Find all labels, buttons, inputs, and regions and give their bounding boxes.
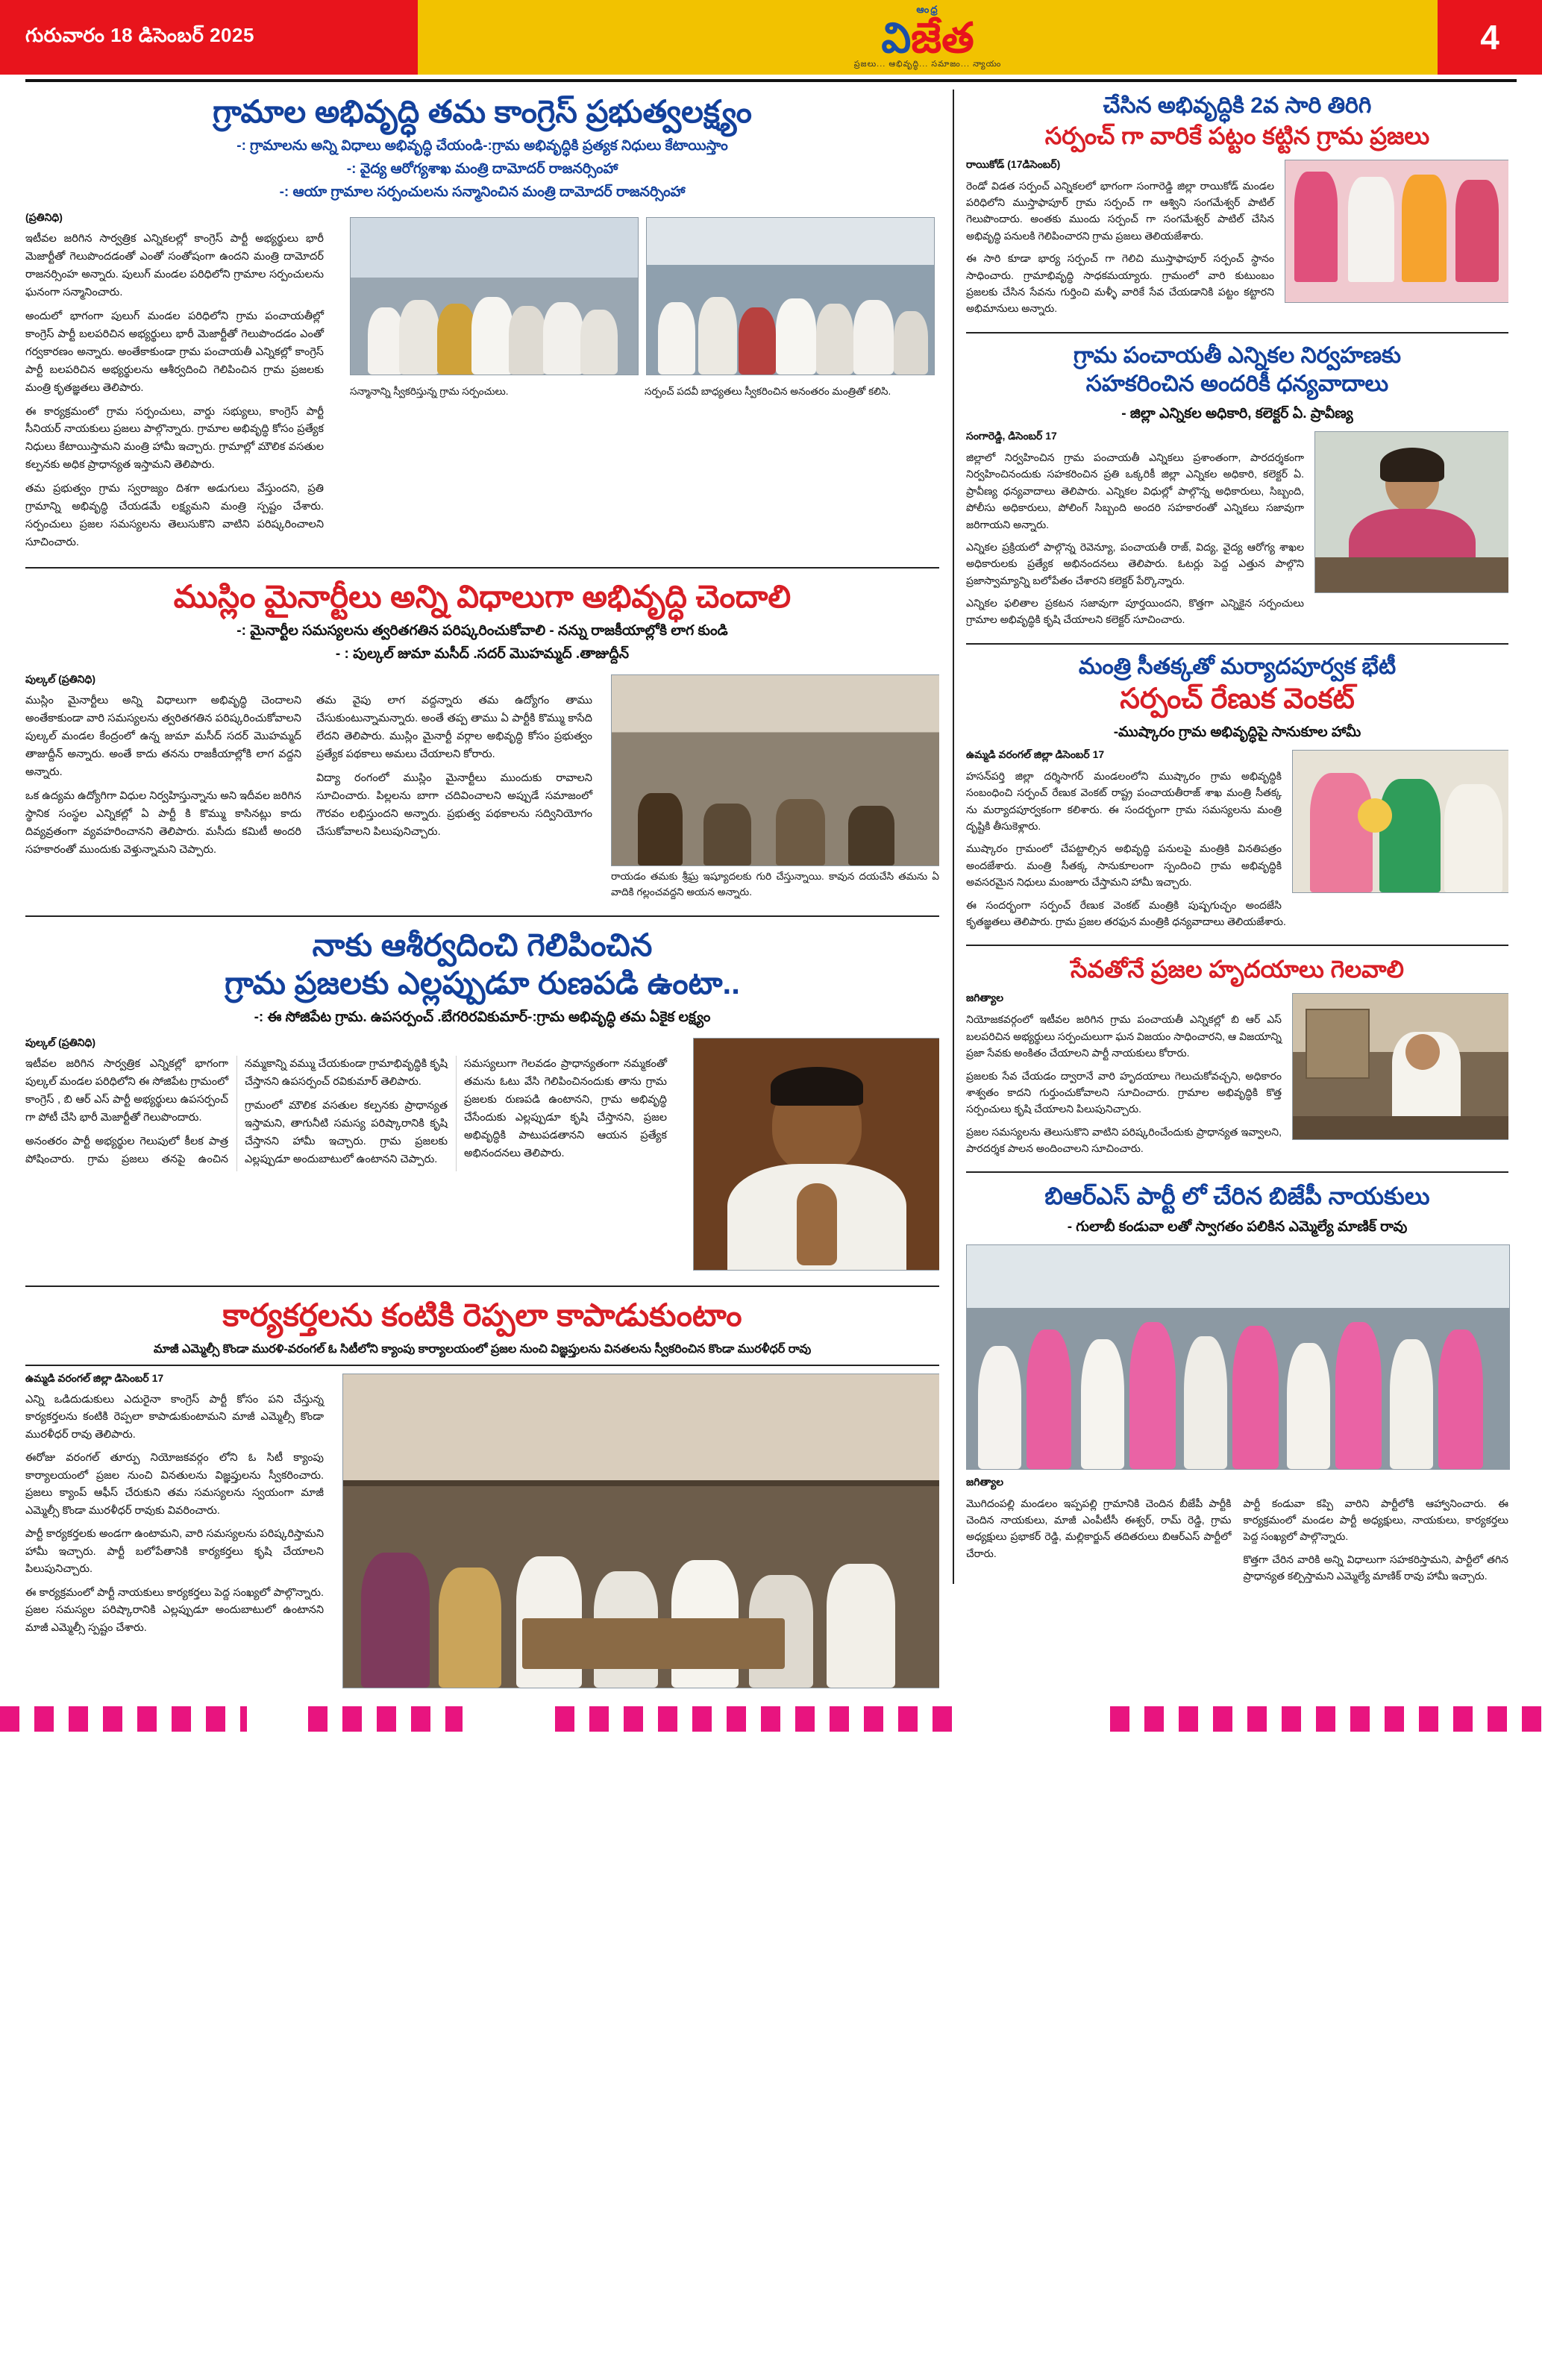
article-subhead: -: ఈ సోజిపేట గ్రామ. ఉపసర్పంచ్ .బేగరిరవికుమార్-:గ్రామ అభివృద్ధి తమ ఏకైక లక్ష్యం: [254, 1009, 711, 1026]
section-divider: [25, 567, 939, 569]
article-paragraph: గ్రామంలో మౌలిక వసతుల కల్పనకు ప్రాధాన్యత ఇస్తామని, తాగునీటి సమస్య పరిష్కారానికి కృషి చేస్తానని హామీ ఇచ్చారు. గ్రామ ప్రజలకు ఎల్లప్పుడూ అందుబాటులో ఉంటానని చెప్పారు.: [245, 1100, 448, 1166]
article-paragraph: జిల్లాలో నిర్వహించిన గ్రామ పంచాయతీ ఎన్నికలు ప్రశాంతంగా, పారదర్శకంగా నిర్వహించినందుకు సహకరించిన ప్రతి ఒక్కరికీ జిల్లా ఎన్నికల అధికారి, కలెక్టర్ ఏ. ప్రావీణ్య ధన్యవాదాలు తెలిపారు. ఎన్నికల విధుల్లో పాల్గొన్న అధికారులు, సిబ్బంది, పోలీసు అధికారులు, పోలింగ్ సిబ్బంది అందరి సహకారంతో ఎన్నికలు సజావుగా జరిగాయని అన్నారు.: [966, 451, 1304, 530]
article-paragraph: ఒక ఉద్యమ ఉద్యోగిగా విధుల నిర్వహిస్తున్నాను అని ఇదీవల జరిగిన స్థానిక సంస్థల ఎన్నికల్లో ఏ పార్టీ కి కొమ్ము కాసినట్లు కాదు దివ్యవ్రతంగా వ్యవహరించానని తెలిపారు. మసీదు కమిటీ అందరి సహకారంతో ముందుకు వెళ్తున్నామని చెప్పారు.: [25, 789, 301, 856]
footer-strip-segment: [1110, 1706, 1542, 1732]
photo-camp-office-meeting: [342, 1374, 939, 1688]
article-paragraph: ఈరోజు వరంగల్ తూర్పు నియోజకవర్గం లోని ఓ సిటీ క్యాంపు కార్యాలయంలో ప్రజల నుంచి వినతులను విజ్ఞప్తులను స్వీకరించారు. ప్రజలు క్యాంప్ ఆఫీస్ చేరుకుని తమ సమస్యలను స్వయంగా మాజీ ఎమ్మెల్సీ కొండా మురళీధర్ రావుకు వివరించారు.: [25, 1452, 324, 1517]
article-collector-thanks: [966, 342, 1508, 634]
article-paragraph: అనంతరం పార్టీ అభ్యర్థుల గెలుపులో కీలక పాత్ర పోషించారు. గ్రామ ప్రజలు తనపై ఉంచిన నమ్మకాన్ని వమ్ము చేయకుండా గ్రామాభివృద్ధికి కృషి చేస్తానని ఉపసర్పంచ్ రవికుమార్ తెలిపారు.: [25, 1058, 448, 1166]
footer-decorative-strip: [0, 1706, 1542, 1732]
article-headline: గ్రామాల అభివృద్ధి తమ కాంగ్రెస్ ప్రభుత్వలక్ష్యం: [213, 94, 752, 129]
photo-sarpanch-group: [646, 217, 935, 375]
article-paragraph: ప్రజలకు సేవ చేయడం ద్వారానే వారి హృదయాలు గెలుచుకోవచ్చని, అధికారం శాశ్వతం కాదని గుర్తుంచుకోవాలని సూచించారు. గ్రామాల అభివృద్ధికి కొత్త సర్పంచులు కృషి చేయాలని పిలుపునిచ్చారు.: [966, 1069, 1282, 1115]
article-paragraph: తమ ప్రభుత్వం గ్రామ స్వరాజ్యం దిశగా అడుగులు వేస్తుందని, ప్రతి గ్రామాన్ని అభివృద్ధి చేయడమే లక్ష్యమని మంత్రి స్పష్టం చేశారు. సర్పంచులు ప్రజల సమస్యలను తెలుసుకొని వాటిని పరిష్కరించాలని సూచించారు.: [25, 483, 324, 548]
article-village-development: [25, 93, 939, 558]
article-paragraph: ఎన్ని ఒడిదుడుకులు ఎదురైనా కాంగ్రెస్ పార్టీ కోసం పని చేస్తున్న కార్యకర్తలను కంటికి రెప్పలా కాపాడుకుంటామని మాజీ ఎమ్మెల్సీ కొండా మురళీధర్ రావు తెలిపారు.: [25, 1393, 324, 1441]
article-headline-line1: మంత్రి సీతక్కతో మర్యాదపూర్వక భేటీ: [1078, 654, 1397, 679]
article-headline-line1: నాకు ఆశీర్వదించి గెలిపించిన: [312, 927, 653, 962]
article-paragraph: ఈ కార్యక్రమంలో గ్రామ సర్పంచులు, వార్డు సభ్యులు, కాంగ్రెస్ పార్టీ సీనియర్ నాయకులు ప్రజలు పాల్గొన్నారు. గ్రామాల అభివృద్ధి కోసం ప్రత్యేక నిధులు కేటాయిస్తామని మంత్రి హామీ ఇచ్చారు. గ్రామాల్లో మౌలిక వసతుల కల్పనకు అధిక ప్రాధాన్యత ఇస్తామని తెలిపారు.: [25, 405, 324, 472]
article-muslim-minority: [25, 577, 939, 906]
section-divider: [966, 1171, 1508, 1173]
article-service-wins-hearts: [966, 955, 1508, 1162]
article-headline: కార్యకర్తలను కంటికి రెప్పలా కాపాడుకుంటాం: [222, 1297, 742, 1333]
masthead-date-block: [0, 0, 418, 75]
article-dateline: పుల్కల్ (ప్రతినిధి): [25, 673, 96, 686]
left-column: [25, 90, 939, 1694]
article-paragraph: అందులో భాగంగా పులుగ్ మండల పరిధిలోని గ్రామ పంచాయతీల్లో కాంగ్రెస్ పార్టీ బలపరిచిన అభ్యర్థులు భారీ మెజార్టీతో గెలుపొందడం ఎంతో గర్వకారణం అన్నారు. అంతేకాకుండా గ్రామ పంచాయతీ ఎన్నికల్లో కాంగ్రెస్ పార్టీ బలపరిచిన అభ్యర్థులను ఆశీర్వదించి గెలిపించిన గ్రామ ప్రజలకు మంత్రి కృతజ్ఞతలు తెలిపారు.: [25, 310, 324, 394]
logo-wordmark: [854, 18, 1002, 60]
article-subhead: -ముష్కారం గ్రామ అభివృద్ధిపై సానుకూల హామీ: [1113, 724, 1361, 740]
section-divider: [25, 1285, 939, 1287]
article-paragraph: హసన్‌పర్తి జిల్లా దర్శిసాగర్ మండలంలోని ముష్కారం గ్రామ అభివృద్ధికి సంబంధించి సర్పంచ్ రేణుక వెంకట్ రాష్ట్ర పంచాయతీరాజ్ శాఖ మంత్రి సీతక్క ను మర్యాదపూర్వకంగా కలిశారు. ఈ సందర్భంగా గ్రామ సమస్యలను మంత్రి దృష్టికి తీసుకెళ్లారు.: [966, 769, 1282, 832]
photo-portrait-leader: [693, 1038, 939, 1271]
portrait-photo-block: [693, 1038, 939, 1271]
masthead-page-block: [1438, 0, 1542, 75]
article-subhead-2: - : పుల్కల్ జుమా మసీద్ .సదర్ మొహమ్మద్ .తాజుద్దీన్: [335, 646, 630, 663]
footer-strip-segment: [247, 1706, 309, 1732]
article-dateline: సంగారెడ్డి, డిసెంబర్ 17: [966, 429, 1057, 442]
logo-wordmark-part2: జేత: [911, 16, 974, 62]
article-subhead-1: -: గ్రామాలను అన్ని విధాలు అభివృద్ధి చేయండి-:గ్రామ అభివృద్ధికి ప్రత్యక నిధులు కేటాయిస్తాం: [236, 138, 728, 154]
article-headline-line2: గ్రామ ప్రజలకు ఎల్లప్పుడూ రుణపడి ఉంటా..: [225, 965, 740, 1001]
logo-subtitle: ఆంధ్ర: [916, 4, 939, 15]
article-paragraph: పార్టీ కార్యకర్తలకు అండగా ఉంటామని, వారి సమస్యలను పరిష్కరిస్తామని హామీ ఇచ్చారు. పార్టీ బలోపేతానికి కార్యకర్తలు కృషి చేయాలని పిలుపునిచ్చారు.: [25, 1528, 324, 1576]
masthead-banner: [418, 0, 1438, 75]
article-paragraph: సమస్యలుగా గెలవడం ప్రాధాన్యతంగా నమ్మకంతో తమను ఓటు వేసి గెలిపించినందుకు తాను గ్రామ ప్రజలకు రుణపడి ఉంటానని, గ్రామ అభివృద్ధి చేసేందుకు ఎల్లప్పుడూ కృషి చేస్తానని, ప్రజల అభివృద్ధికి పాటుపడతానని ఆయన ప్రత్యేక అభినందనలు తెలిపారు.: [464, 1058, 667, 1160]
article-dateline: (ప్రతినిధి): [25, 211, 63, 224]
article-subhead-1: -: మైనార్టీల సమస్యలను త్వరితగతిన పరిష్కరించుకోవాలి - నన్ను రాజకీయాల్లోకి లాగ కుండి: [236, 623, 728, 639]
logo-tagline: ప్రజలు... ఆభివృద్ధి... సమాజం... న్యాయం: [853, 60, 1002, 69]
article-paragraph: ఇటీవల జరిగిన సార్వత్రిక ఎన్నికలల్లో కాంగ్రెస్ పార్టీ అభ్యర్థులు భారీ మెజార్టీతో గెలుపొందడంతో ఎంతో సంతోషంగా ఉందని మంత్రి దామోదర్ రాజనర్సింహ అన్నారు. పులుగ్ మండల పరిధిలోని గ్రామాల సర్పంచులను ఘనంగా సన్మానించారు.: [25, 233, 324, 298]
article-paragraph: ఎన్నికల ఫలితాల ప్రకటన సజావుగా పూర్తయిందని, కొత్తగా ఎన్నికైన సర్పంచులు గ్రామాల అభివృద్ధికి కృషి చేయాలని కలెక్టర్ సూచించారు.: [966, 597, 1304, 626]
article-brs-joining: [966, 1182, 1508, 1584]
footer-strip-segment: [555, 1706, 956, 1732]
article-subhead-3: -: ఆయా గ్రామాల సర్పంచులను సన్మానించిన మంత్రి దామోదర్ రాజనర్సింహా: [279, 184, 686, 201]
page-body: [25, 90, 1517, 1694]
photo-block: [1285, 160, 1508, 303]
page-number: 4: [1480, 18, 1499, 57]
photo-sarpanch-couple: [1285, 160, 1508, 303]
inner-divider: [25, 1365, 939, 1366]
article-dateline: ఉమ్మడి వరంగల్ జిల్లా డిసెంబర్ 17: [966, 748, 1105, 760]
article-dateline: రాయికోడ్ (17డిసెంబర్): [966, 157, 1061, 170]
article-headline-line2: సర్పంచ్ గా వారికే పట్టం కట్టిన గ్రామ ప్రజలు: [1044, 122, 1430, 149]
photo-block: [1292, 750, 1508, 893]
section-divider: [25, 915, 939, 917]
article-paragraph: ప్రజల సమస్యలను తెలుసుకొని వాటిని పరిష్కరించేందుకు ప్రాధాన్యత ఇవ్వాలని, పారదర్శక పాలన అందించాలని సూచించారు.: [966, 1125, 1282, 1155]
article-paragraph: రెండో విడత సర్పంచ్ ఎన్నికలలో భాగంగా సంగారెడ్డి జిల్లా రాయికోడ్ మండల పరిధిలోని ముస్తాఫాపూర్ గ్రామ సర్పంచ్ గా ఆశ్విని సంగమేశ్వర్ పాటిల్ గెలుపొందారు. అంతకు ముందు సర్పంచ్ గా సంగమేశ్వర్ పాటిల్ చేసిన అభివృద్ధి పనులకి గెలిపించారని గ్రామ ప్రజలు తెలియజేశారు.: [966, 179, 1274, 242]
article-paragraph: కొత్తగా చేరిన వారికి అన్ని విధాలుగా సహకరిస్తామని, పార్టీలో తగిన ప్రాధాన్యత కల్పిస్తామని ఎమ్మెల్యే మాణిక్ రావు హామీ ఇచ్చారు.: [1243, 1553, 1508, 1582]
article-paragraph: ముస్లిం మైనార్టీలు అన్ని విధాలుగా అభివృద్ధి చెందాలని అంతేకాకుండా వారి సమస్యలను త్వరితగతిన పరిష్కరించుకోవాలని పుల్కల్ మండల కేంద్రంలో ఉన్న జుమా మసీద్ సదర్ మొహమ్మద్ తాజుద్దీన్ అన్నారు. అంతే కాదు తనను రాజకీయాల్లోకి లాగ వద్దని అన్నారు.: [25, 695, 301, 778]
article-photo-group: [350, 213, 939, 400]
section-divider: [966, 332, 1508, 333]
photo-block: [1292, 993, 1508, 1140]
article-dateline: పుల్కల్ (ప్రతినిధి): [25, 1036, 96, 1049]
article-paragraph: విద్యా రంగంలో ముస్లిం మైనార్టీలు ముందుకు రావాలని సూచించారు. పిల్లలను బాగా చదివించాలని అప్పుడే సమాజంలో గౌరవం లభిస్తుందని అన్నారు. ప్రభుత్వ పథకాలను సద్వినియోగం చేసుకోవాలని పిలుపునిచ్చారు.: [316, 771, 592, 838]
photo-collector-portrait: [1314, 431, 1508, 593]
article-dateline: ఉమ్మడి వరంగల్ జిల్లా డిసెంబర్ 17: [25, 1371, 164, 1384]
photo-caption-2: సర్పంచ్ పదవీ బాధ్యతలు స్వీకరించిన అనంతరం మంత్రితో కలిసి.: [645, 386, 891, 398]
photo-minister-felicitation: [350, 217, 639, 375]
photo-caption-1: సన్మానాన్ని స్వీకరిస్తున్న గ్రామ సర్పంచులు.: [350, 386, 509, 398]
article-dateline: జగిత్యాల: [966, 992, 1004, 1004]
article-paragraph: ఈ సారి కూడా భార్య సర్పంచ్ గా గెలిచి ముస్తాఫాపూర్ సర్పంచ్ స్థానం సాధించారు. గ్రామాభివృద్ధి సాధకమయ్యారు. గ్రామంలో వారి కుటుంబం ప్రజలకు చేసిన సేవను గుర్తించి మళ్ళీ వారికే సేవ చేయడానికి పట్టం కట్టారని అభిమానులు అన్నారు.: [966, 252, 1274, 315]
article-paragraph: మొగిదంపల్లి మండలం ఇప్పపల్లి గ్రామానికి చెందిన బీజేపీ పార్టీకి చెందిన నాయకులు, మాజీ ఎంపీటీసీ ఈశ్వర్, రామ్ రెడ్డి, గ్రామ అధ్యక్షులు ప్రభాకర్ రెడ్డి, మల్లికార్జున్ తదితరులు బిఆర్ఎస్ పార్టీలో చేరారు.: [966, 1497, 1232, 1559]
article-minister-meeting: [966, 654, 1508, 936]
article-sarpanch-reelected: [966, 93, 1508, 323]
article-subhead-2: -: వైద్య ఆరోగ్యశాఖ మంత్రి దామోదర్ రాజనర్సింహా: [346, 161, 618, 178]
masthead-divider: [25, 79, 1517, 82]
article-headline: ముస్లిం మైనార్టీలు అన్ని విధాలుగా అభివృద్ధి చెందాలి: [173, 578, 792, 614]
article-headline-line2: సర్పంచ్ రేణుక వెంకట్: [1120, 683, 1355, 715]
article-headline-line1: గ్రామ పంచాయతీ ఎన్నికల నిర్వహణకు: [1073, 342, 1402, 368]
footer-strip-segment: [308, 1706, 463, 1732]
publication-logo: [854, 4, 1002, 71]
article-headline-line2: సహకరించిన అందరికీ ధన్యవాదాలు: [1085, 372, 1389, 397]
article-paragraph: ఈ సందర్భంగా సర్పంచ్ రేణుక వెంకట్ మంత్రికి పుష్పగుచ్ఛం అందజేసి కృతజ్ఞతలు తెలిపారు. గ్రామ ప్రజల తరఫున మంత్రికి ధన్యవాదాలు తెలియజేశారు.: [966, 898, 1286, 927]
section-divider: [966, 945, 1508, 946]
article-subhead: - గులాబీ కండువా లతో స్వాగతం పలికిన ఎమ్మెల్యే మాణిక్ రావు: [1067, 1218, 1408, 1235]
article-subhead: మాజీ ఎమ్మెల్సీ కొండా మురళి-వరంగల్ ఓ సిటీలోని క్యాంపు కార్యాలయంలో ప్రజల నుంచి విజ్ఞప్తులను వినతలను స్వీకరించిన కొండా మురళీధర్ రావు: [153, 1342, 812, 1356]
logo-wordmark-part1: వి: [881, 16, 912, 62]
article-paragraph: ఈ కార్యక్రమంలో పార్టీ నాయకులు కార్యకర్తలు పెద్ద సంఖ్యలో పాల్గొన్నారు. ప్రజల సమస్యల పరిష్కారానికి ఎల్లప్పుడూ అందుబాటులో ఉంటానని మాజీ ఎమ్మెల్సీ స్పష్టం చేశారు.: [25, 1586, 324, 1634]
footer-strip-segment: [463, 1706, 555, 1732]
footer-strip-segment: [0, 1706, 247, 1732]
photo-classroom: [611, 674, 939, 866]
article-photo-block: [611, 674, 939, 901]
photo-caption: రాయడం తమకు శ్రీఘ్ర ఇష్యూదలకు గురి చేస్తున్నాయి. కావున దయచేసి తమను ఏ వాదికి గల్లంచవద్దని అయన అన్నారు.: [611, 871, 939, 898]
article-dateline: జగిత్యాల: [966, 1475, 1004, 1488]
article-photo-block: [342, 1374, 939, 1688]
footer-strip-segment: [956, 1706, 1111, 1732]
article-headline: బిఆర్ఎస్ పార్టీ లో చేరిన బిజేపీ నాయకులు: [1044, 1183, 1430, 1210]
article-konda-murali: [25, 1296, 939, 1694]
article-paragraph: తమ వైపు లాగ వద్దన్నారు తమ ఉద్యోగం తాము చేసుకుంటున్నామన్నారు. అంతే తప్ప తాము ఏ పార్టీకి కొమ్ము కాసేది లేదని తెలిపారు. ముస్లిం మైనార్టీ వర్గాల అభివృద్ధి కోసం ప్రభుత్వం ప్రత్యేక పథకాలు అమలు చేయాలని కోరారు.: [316, 695, 592, 760]
photo-party-joining-group: [966, 1244, 1510, 1470]
photo-row: [350, 217, 939, 375]
right-column: [953, 90, 1508, 1584]
article-paragraph: ఇటీవల జరిగిన సార్వత్రిక ఎన్నికల్లో భాగంగా పుల్కల్ మండల పరిధిలోని ఈ సోజిపేట గ్రామంలో కాంగ్రెస్ , బి ఆర్ ఎస్ పార్టీ అభ్యర్థులు ఉపసర్పంచ్ గా పోటీ చేసి భారీ మెజార్టీతో గెలుపొందారు.: [25, 1058, 228, 1124]
article-paragraph: నియోజకవర్గంలో ఇటీవల జరిగిన గ్రామ పంచాయతీ ఎన్నికల్లో బి ఆర్ ఎస్ బలపరిచిన అభ్యర్థులు సర్పంచులుగా ఘన విజయం సాధించారని, ఆ విజయాన్ని ప్రజా సేవకు అంకితం చేయాలని పార్టీ నాయకులు కోరారు.: [966, 1013, 1282, 1059]
publication-date: గురువారం 18 డిసెంబర్ 2025: [25, 23, 254, 46]
article-paragraph: ముష్కారం గ్రామంలో చేపట్టాల్సిన అభివృద్ధి పనులపై మంత్రికి వినతిపత్రం అందజేశారు. మంత్రి సీతక్క సానుకూలంగా స్పందించి గ్రామ అభివృద్ధికి అవసరమైన నిధులు మంజూరు చేస్తామని హామీ ఇచ్చారు.: [966, 842, 1282, 889]
section-divider: [966, 643, 1508, 645]
photo-block: [1314, 431, 1508, 593]
article-paragraph: ఎన్నికల ప్రక్రియలో పాల్గొన్న రెవెన్యూ, పంచాయతీ రాజ్, విద్య, వైద్య ఆరోగ్య శాఖల అధికారులకు ప్రత్యేక అభినందనలు తెలిపారు. ఓటర్లు పెద్ద ఎత్తున పాల్గొని ప్రజాస్వామ్యాన్ని బలోపేతం చేశారని కలెక్టర్ పేర్కొన్నారు.: [966, 540, 1304, 586]
article-paragraph: పార్టీ కండువా కప్పి వారిని పార్టీలోకి ఆహ్వానించారు. ఈ కార్యక్రమంలో మండల పార్టీ అధ్యక్షులు, నాయకులు, కార్యకర్తలు పెద్ద సంఖ్యలో పాల్గొన్నారు.: [1243, 1497, 1508, 1543]
article-headline: సేవతోనే ప్రజల హృదయాలు గెలవాలి: [1070, 956, 1405, 983]
article-upasarpanch: [25, 926, 939, 1277]
article-subhead: - జిల్లా ఎన్నికల అధికారి, కలెక్టర్ ఏ. ప్రావీణ్య: [1121, 405, 1353, 422]
photo-leader-at-desk: [1292, 993, 1508, 1140]
article-headline-line1: చేసిన అభివృద్ధికి 2వ సారి తిరిగి: [1103, 93, 1372, 118]
masthead: [0, 0, 1542, 75]
photo-minister-greeting: [1292, 750, 1508, 893]
